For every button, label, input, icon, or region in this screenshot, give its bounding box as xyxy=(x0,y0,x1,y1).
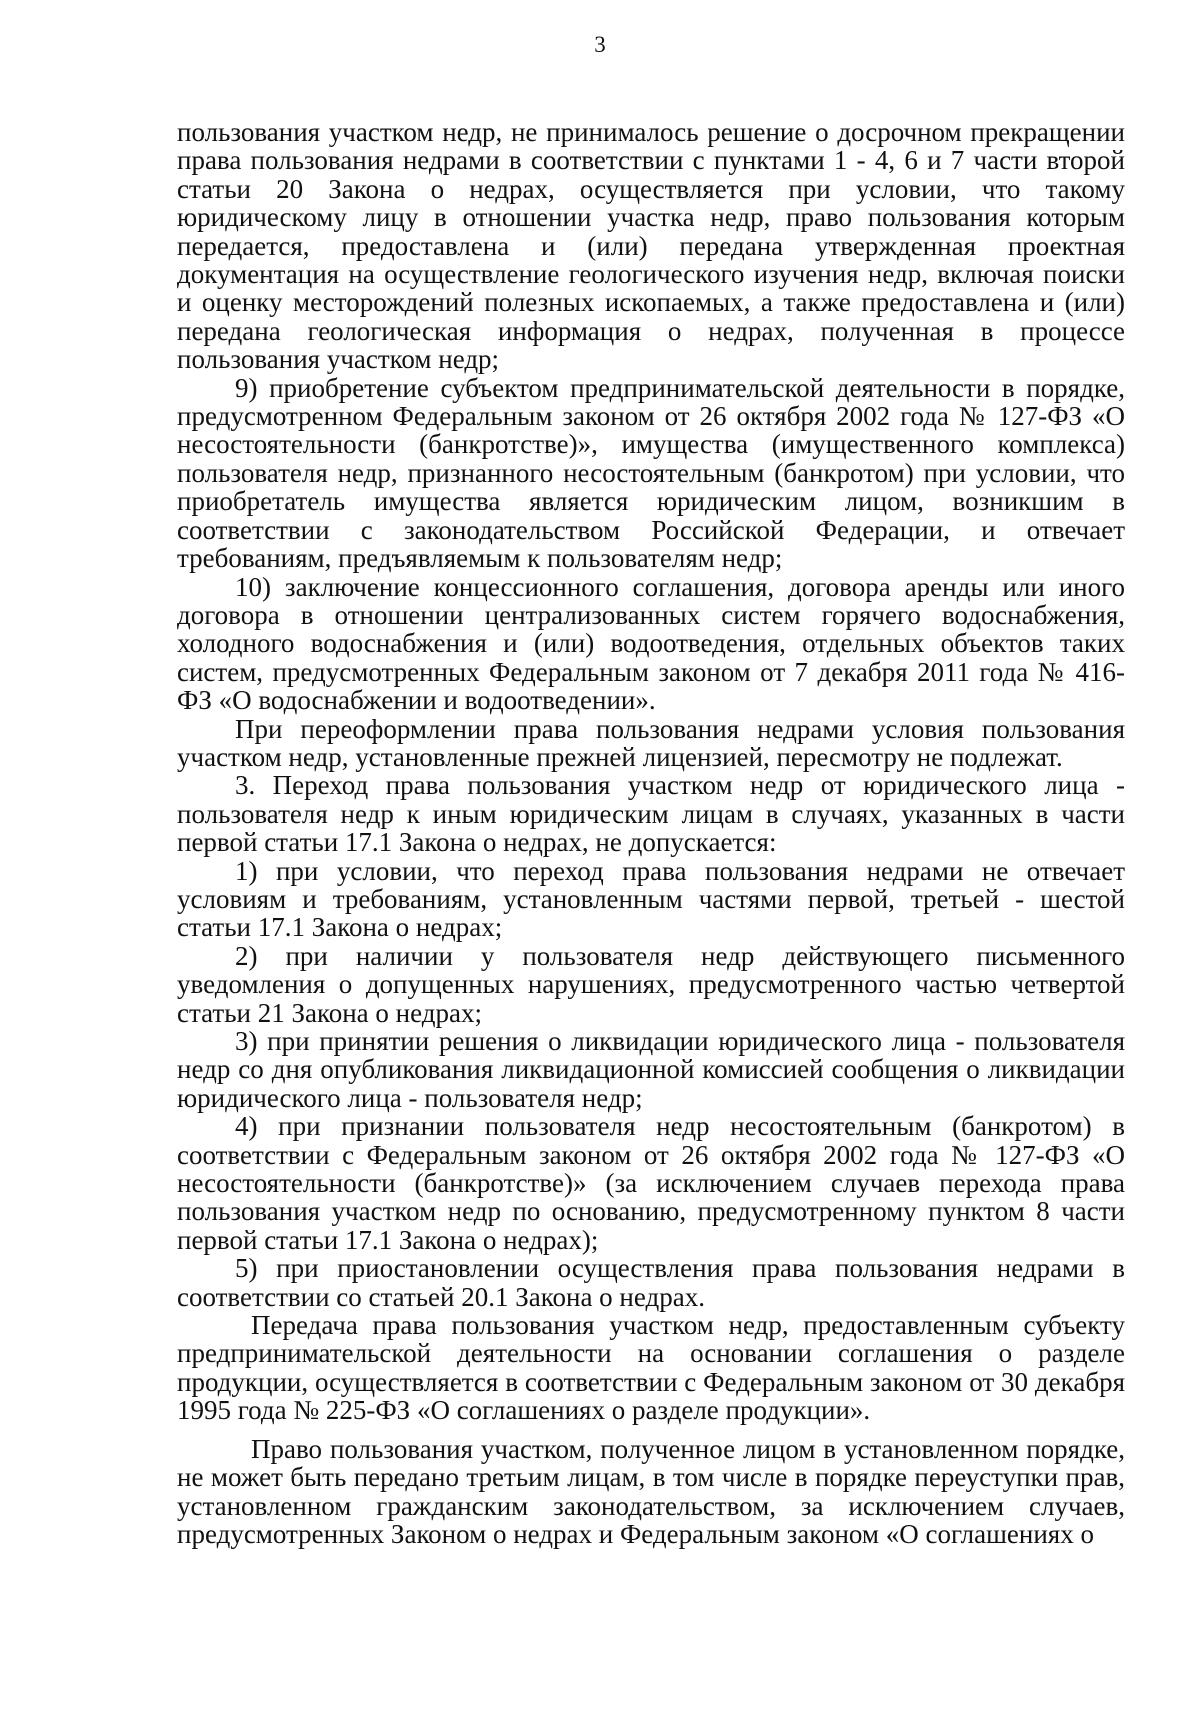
paragraph-transfer-restriction: Право пользования участком, полученное лицом в установленном порядке, не может быть передано третьим лицам, в том числе в порядке переуступки прав, установленном гражданским законодательством, за исключением случаев, предусмотренных Законом о недрах и Федеральным законом «О соглашениях о xyxy=(177,1433,1125,1549)
paragraph-section-3-item-2: 2) при наличии у пользователя недр действующего письменного уведомления о допущенных нарушениях, предусмотренного частью четвертой статьи 21 Закона о недрах; xyxy=(177,940,1125,1028)
document-body xyxy=(177,118,1125,1548)
paragraph-continuation: пользования участком недр, не принималось решение о досрочном прекращении права пользования недрами в соответствии с пунктами 1 - 4, 6 и 7 части второй статьи 20 Закона о недрах, осуществляется при условии, что такому юридическому лицу в отношении участка недр, право пользования которым передается, предоставлена и (или) передана утвержденная проектная документация на осуществление геологического изучения недр, включая поиски и оценку месторождений полезных ископаемых, а также предоставлена и (или) передана геологическая информация о недрах, полученная в процессе пользования участком недр; xyxy=(177,117,1125,375)
paragraph-item-10: 10) заключение концессионного соглашения, договора аренды или иного договора в отношении централизованных систем горячего водоснабжения, холодного водоснабжения и (или) водоотведения, отдельных объектов таких систем, предусмотренных Федеральным законом от 7 декабря 2011 года № 416-ФЗ «О водоснабжении и водоотведении». xyxy=(177,571,1125,716)
paragraph-section-3-item-4: 4) при признании пользователя недр несостоятельным (банкротом) в соответствии с Федеральным законом от 26 октября 2002 года № 127-ФЗ «О несостоятельности (банкротстве)» (за исключением случаев перехода права пользования участком недр по основанию, предусмотренному пунктом 8 части первой статьи 17.1 Закона о недрах); xyxy=(177,1111,1125,1255)
paragraph-item-9: 9) приобретение субъектом предпринимательской деятельности в порядке, предусмотренном Федеральным законом от 26 октября 2002 года № 127-ФЗ «О несостоятельности (банкротстве)», имущества (имущественного комплекса) пользователя недр, признанного несостоятельным (банкротом) при условии, что приобретатель имущества является юридическим лицом, возникшим в соответствии с законодательством Российской Федерации, и отвечает требованиям, предъявляемым к пользователям недр; xyxy=(177,372,1125,574)
page-number: 3 xyxy=(594,32,606,57)
paragraph-section-3-item-1: 1) при условии, что переход права пользования недрами не отвечает условиям и требованиям, установленным частями первой, третьей - шестой статьи 17.1 Закона о недрах; xyxy=(177,855,1125,943)
paragraph-reissue-conditions: При переоформлении права пользования недрами условия пользования участком недр, установленные прежней лицензией, пересмотру не подлежат. xyxy=(177,713,1125,772)
paragraph-production-sharing: Передача права пользования участком недр, предоставленным субъекту предпринимательской деятельности на основании соглашения о разделе продукции, осуществляется в соответствии с Федеральным законом от 30 декабря 1995 года № 225-ФЗ «О соглашениях о разделе продукции». xyxy=(177,1310,1125,1426)
paragraph-section-3-item-5: 5) при приостановлении осуществления права пользования недрами в соответствии со статьей 20.1 Закона о недрах. xyxy=(177,1253,1125,1312)
paragraph-section-3: 3. Переход права пользования участком недр от юридического лица - пользователя недр к иным юридическим лицам в случаях, указанных в части первой статьи 17.1 Закона о недрах, не допускается: xyxy=(177,770,1125,858)
paragraph-section-3-item-3: 3) при принятии решения о ликвидации юридического лица - пользователя недр со дня опубликования ликвидационной комиссией сообщения о ликвидации юридического лица - пользователя недр; xyxy=(177,1026,1125,1113)
